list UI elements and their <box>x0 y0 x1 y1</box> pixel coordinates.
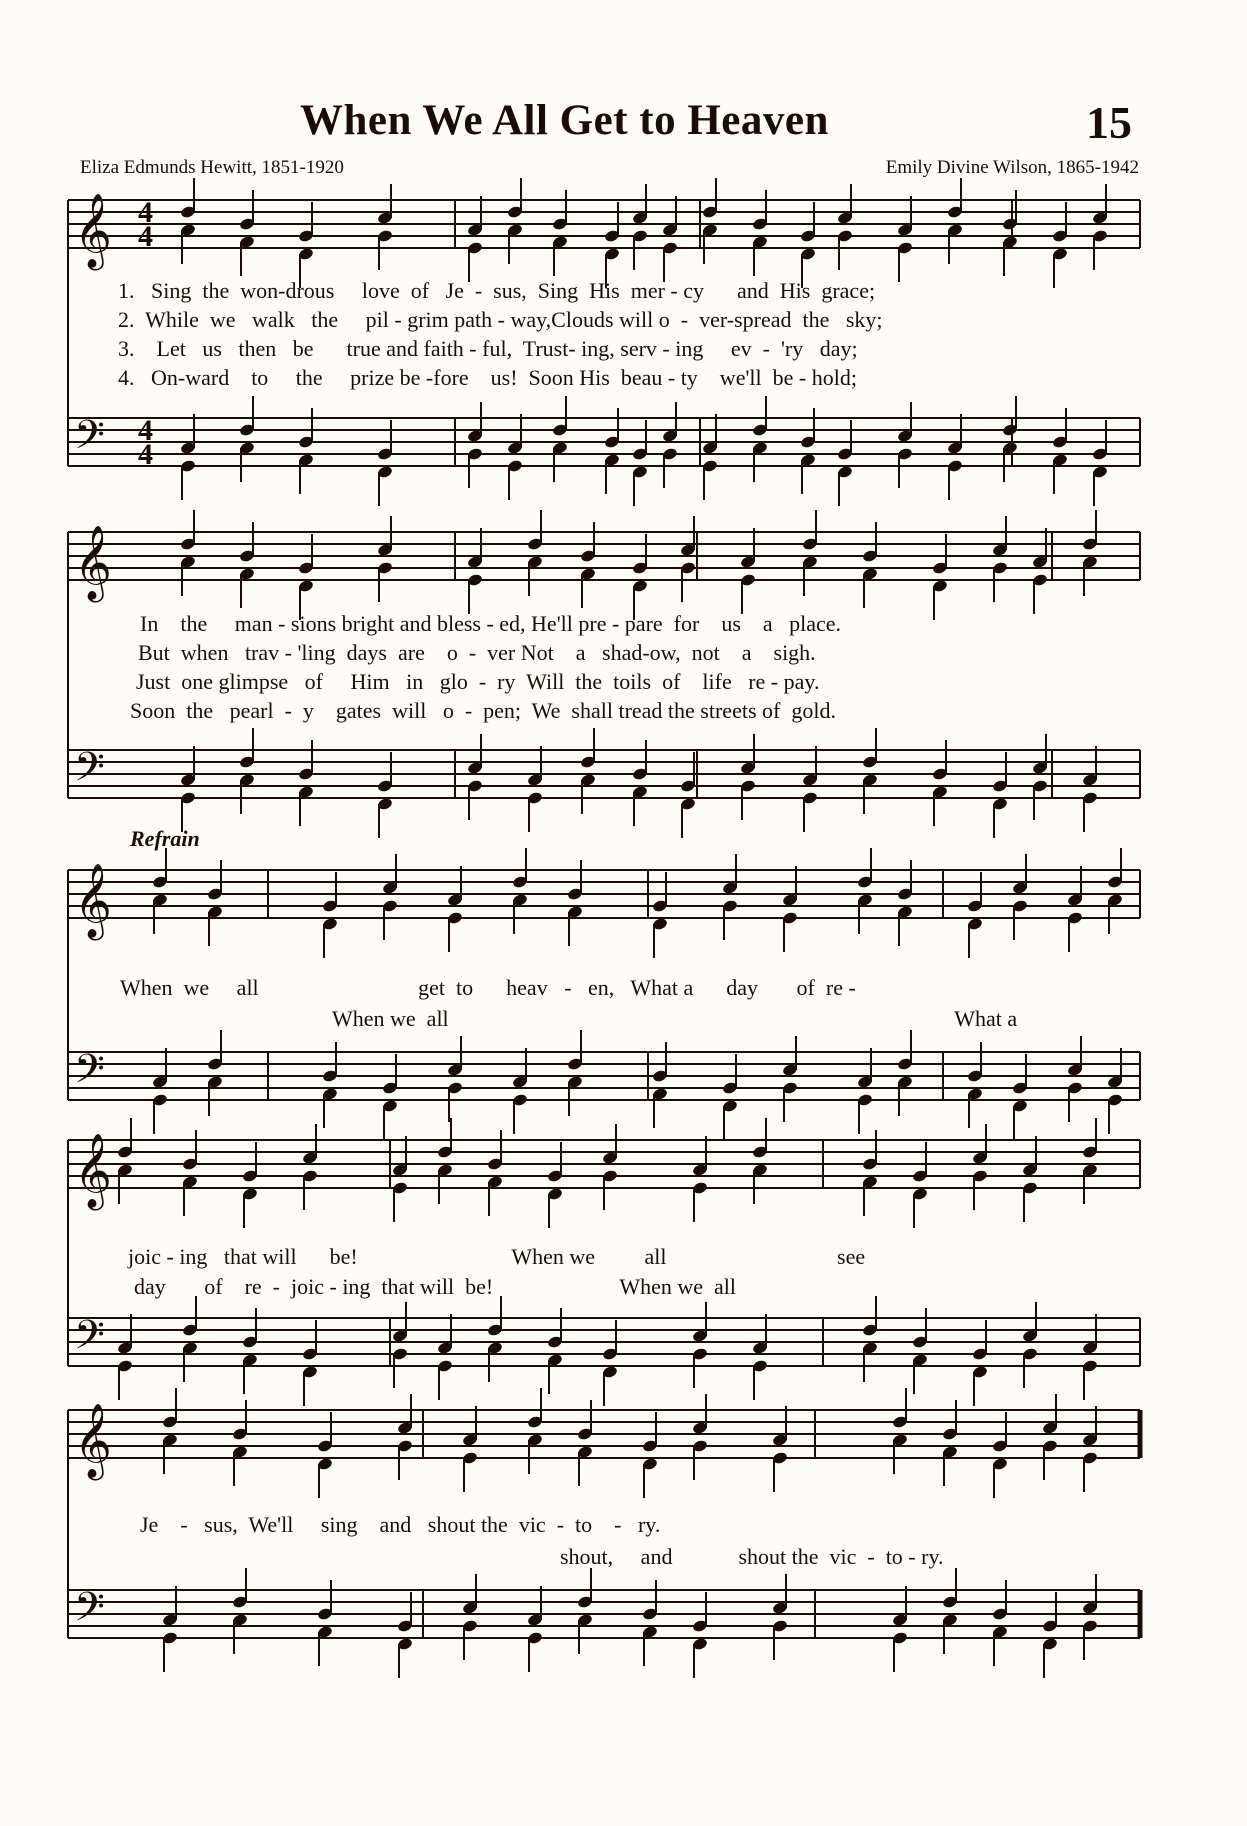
time-signature-top: 4 <box>138 414 153 447</box>
refrain-line-1-echo: When we all What a <box>332 1006 1018 1031</box>
refrain-label: Refrain <box>130 826 200 851</box>
bass-clef-icon: 𝄢 <box>74 1584 105 1640</box>
treble-clef-icon: 𝄞 <box>74 1134 112 1208</box>
refrain-line-2: joic - ing that will be! When we all see <box>128 1244 866 1269</box>
verse-3-line-1: 3. Let us then be true and faith - ful, Trust- ing, serv - ing ev - 'ry day; <box>118 336 858 361</box>
treble-clef-icon: 𝄞 <box>74 194 112 268</box>
time-signature-top: 4 <box>138 196 153 229</box>
bass-clef-icon: 𝄢 <box>74 744 105 800</box>
verse-2-line-2: But when trav - 'ling days are o - ver Not a shad-ow, not a sigh. <box>138 640 816 665</box>
verse-3-line-2: Just one glimpse of Him in glo - ry Will the toils of life re - pay. <box>136 669 820 694</box>
lyricist-credit: Eliza Edmunds Hewitt, 1851-1920 <box>80 157 344 178</box>
hymn-title: When We All Get to Heaven <box>300 97 829 144</box>
time-signature-bottom: 4 <box>138 220 153 253</box>
composer-credit: Emily Divine Wilson, 1865-1942 <box>885 157 1139 178</box>
verse-2-line-1: 2. While we walk the pil - grim path - way,Clouds will o - ver-spread the sky; <box>118 307 883 332</box>
verse-1-line-1: 1. Sing the won-drous love of Je - sus, Sing His mer - cy and His grace; <box>118 278 876 303</box>
treble-clef-icon: 𝄞 <box>74 1404 112 1478</box>
treble-clef-icon: 𝄞 <box>74 864 112 938</box>
refrain-line-1: When we all get to heav - en, What a day of re - <box>120 975 856 1000</box>
bass-clef-icon: 𝄢 <box>74 412 105 468</box>
refrain-line-3: Je - sus, We'll sing and shout the vic - to - ry. <box>140 1512 661 1537</box>
refrain-line-3-echo: shout, and shout the vic - to - ry. <box>560 1544 944 1569</box>
refrain-line-2-echo: day of re - joic - ing that will be! When we all <box>134 1274 737 1299</box>
verse-4-line-2: Soon the pearl - y gates will o - pen; We shall tread the streets of gold. <box>130 698 836 723</box>
verse-1-line-2: In the man - sions bright and bless - ed, He'll pre - pare for us a place. <box>140 611 842 636</box>
time-signature-bottom: 4 <box>138 438 153 471</box>
bass-clef-icon: 𝄢 <box>74 1312 105 1368</box>
treble-clef-icon: 𝄞 <box>74 526 112 600</box>
hymn-number: 15 <box>1086 97 1132 148</box>
verse-4-line-1: 4. On-ward to the prize be -fore us! Soon His beau - ty we'll be - hold; <box>118 365 857 390</box>
bass-clef-icon: 𝄢 <box>74 1046 105 1102</box>
